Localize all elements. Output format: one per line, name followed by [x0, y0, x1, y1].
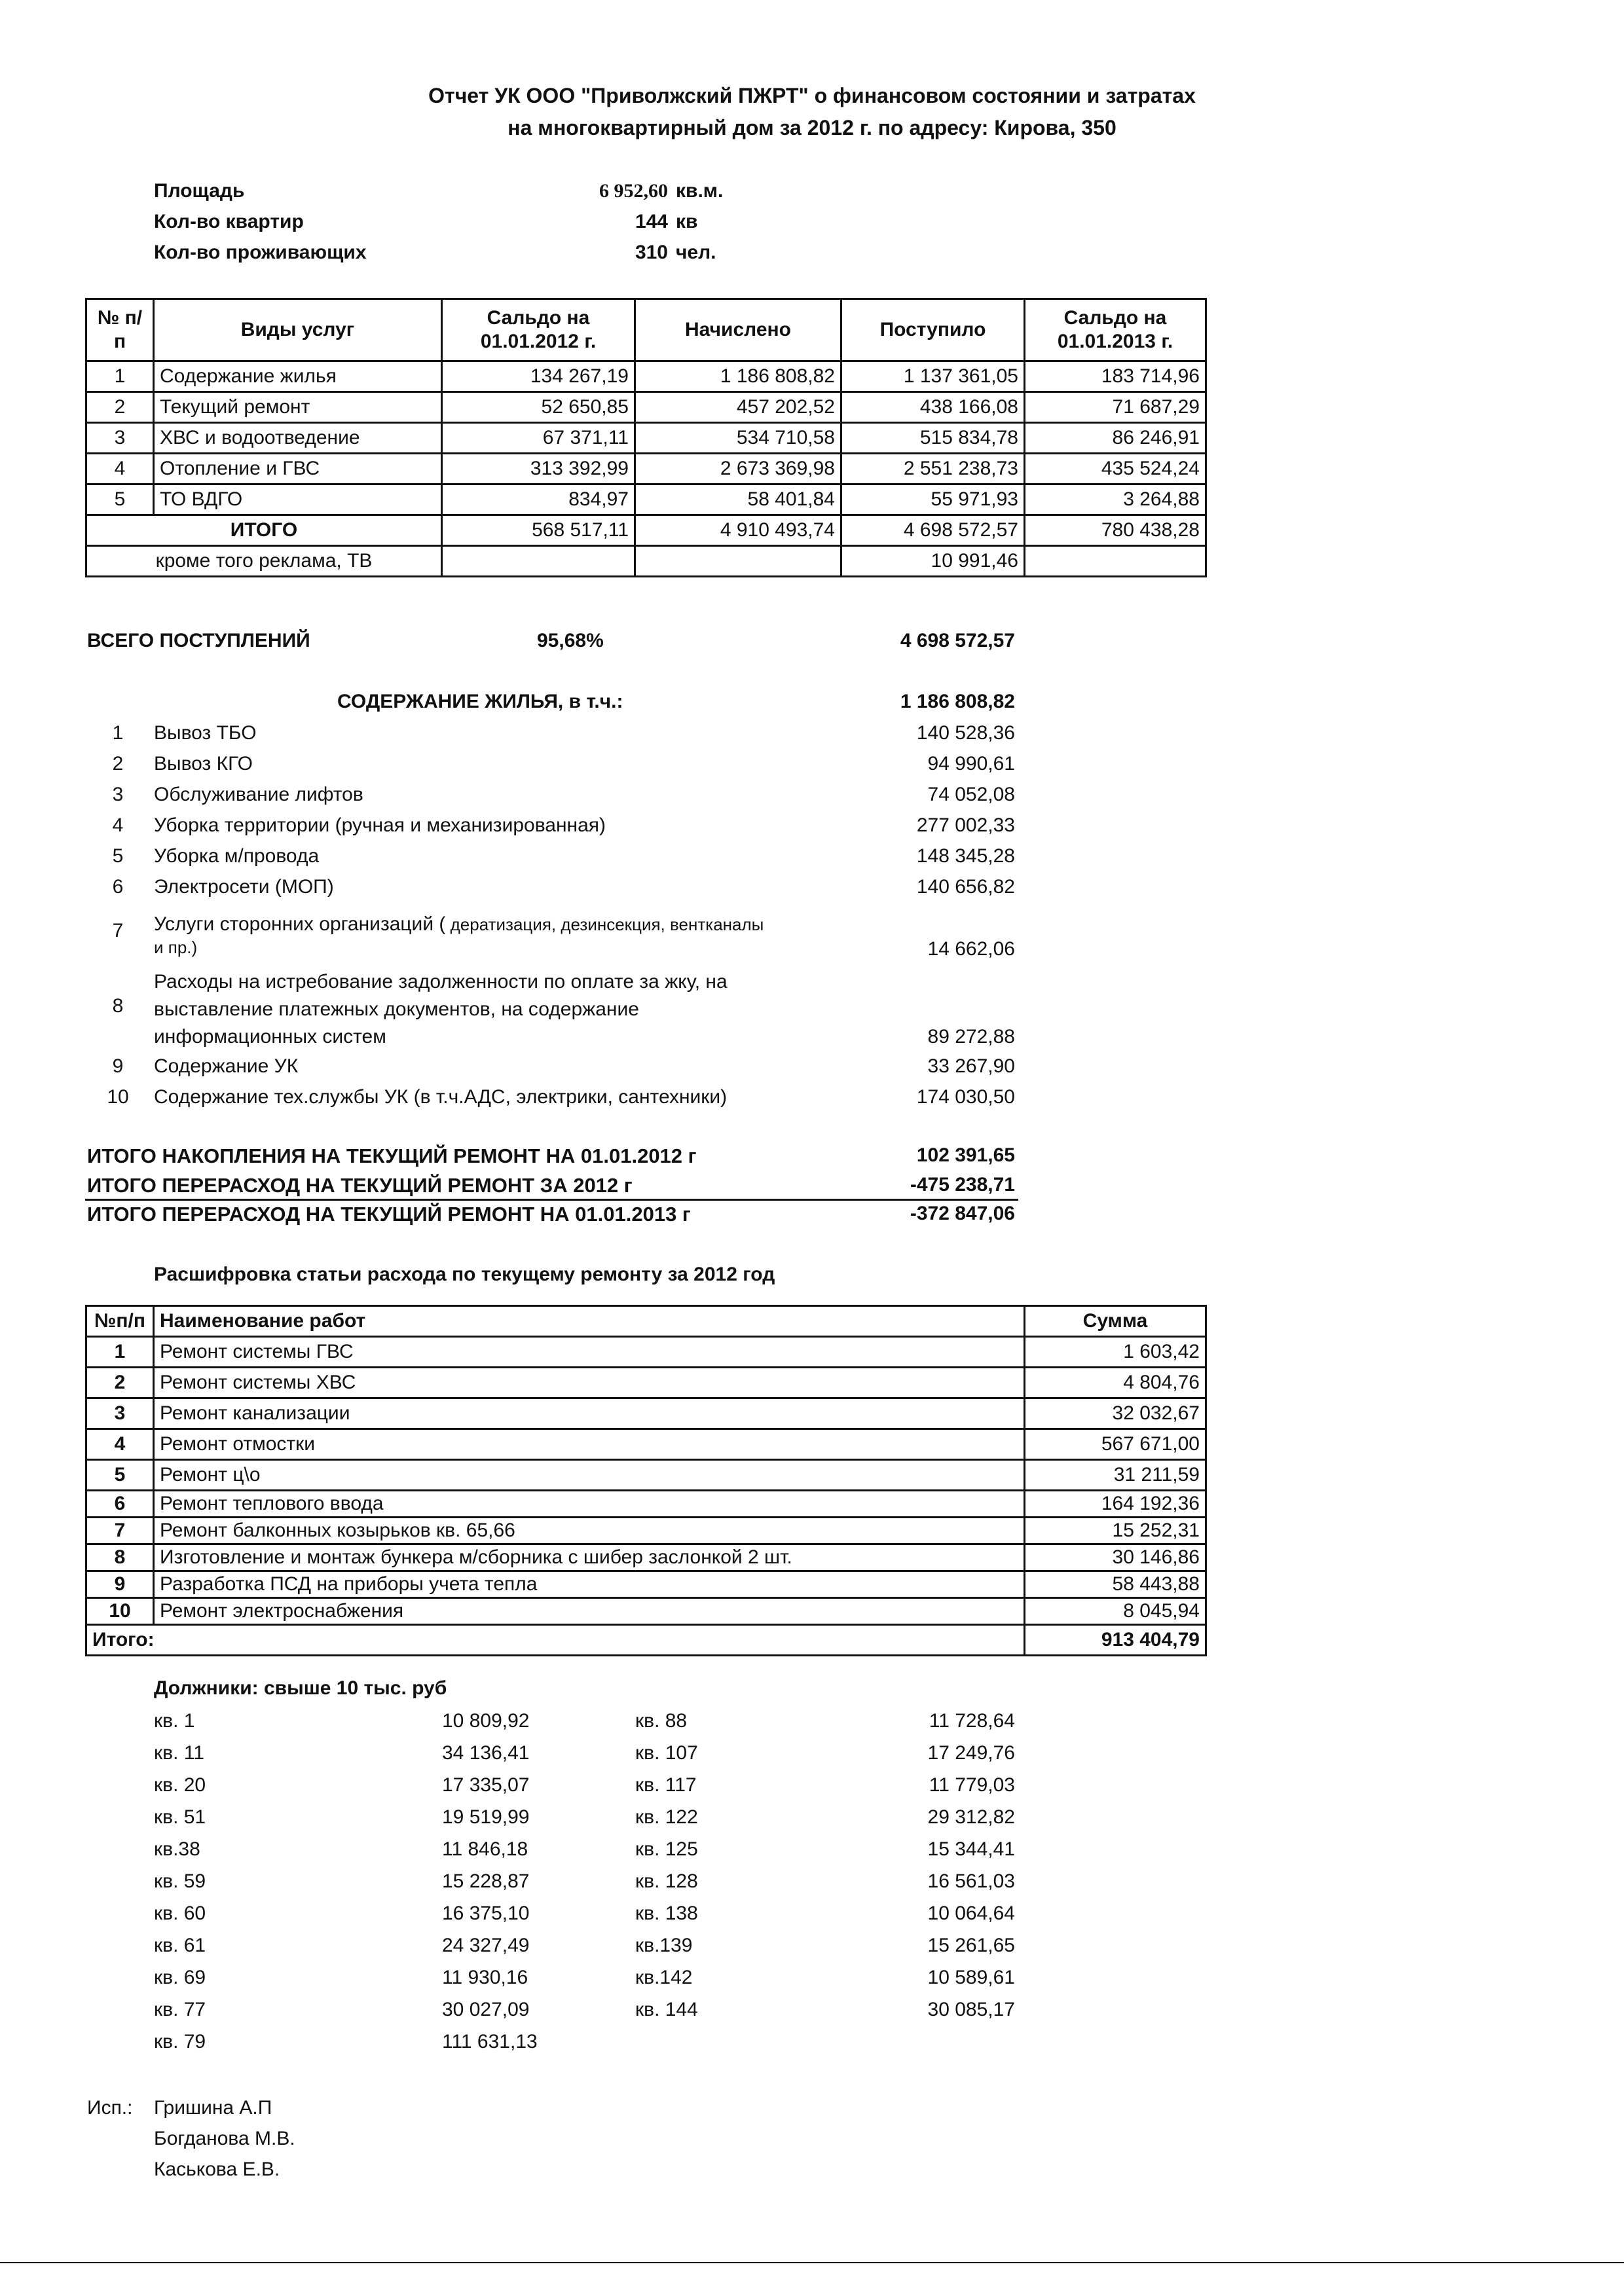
table-row — [86, 1571, 1206, 1598]
table-row — [86, 423, 1206, 454]
debtor-amount: 11 846,18 — [442, 1838, 528, 1860]
debtor-apartment: кв.139 — [635, 1935, 693, 1956]
maintenance-item-value: 14 662,06 — [927, 938, 1015, 960]
table-row — [86, 1598, 1206, 1625]
debtor-amount: 24 327,49 — [442, 1935, 530, 1956]
repair-header-row — [86, 1306, 1206, 1337]
table-cell: 8 045,94 — [1025, 1598, 1206, 1625]
repair-table-title: Расшифровка статьи расхода по текущему ремонту за 2012 год — [154, 1264, 775, 1285]
debtor-amount: 11 779,03 — [929, 1774, 1015, 1796]
table-cell: Текущий ремонт — [154, 392, 442, 423]
debtor-apartment: кв. 79 — [154, 2031, 206, 2052]
maintenance-item-value: 174 030,50 — [916, 1086, 1015, 1108]
debtor-amount: 30 027,09 — [442, 1999, 530, 2020]
maintenance-item-name-continued: выставление платежных документов, на содержание — [154, 998, 639, 1020]
table-cell: 1 137 361,05 — [841, 361, 1025, 392]
total-received-label: ВСЕГО ПОСТУПЛЕНИЙ — [87, 630, 310, 651]
col-header-number: № п/п — [86, 299, 154, 361]
table-cell: 5 — [86, 484, 154, 515]
total-balance-2012: 568 517,11 — [442, 515, 635, 546]
maintenance-item-value: 33 267,90 — [927, 1055, 1015, 1077]
maintenance-item-name: Содержание УК — [154, 1055, 299, 1077]
table-cell: 30 146,86 — [1025, 1544, 1206, 1571]
table-cell: 1 — [86, 1337, 154, 1368]
total-received-percent: 95,68% — [537, 630, 604, 651]
table-row — [86, 1337, 1206, 1368]
repair-summary-value: -372 847,06 — [910, 1203, 1015, 1224]
col-header-work-name: Наименование работ — [154, 1306, 1025, 1337]
table-cell: 457 202,52 — [635, 392, 841, 423]
maintenance-item-number: 9 — [112, 1055, 124, 1077]
table-cell: 2 — [86, 392, 154, 423]
table-cell: Ремонт ц\о — [154, 1460, 1025, 1491]
table-cell: 55 971,93 — [841, 484, 1025, 515]
extra-cell — [635, 546, 841, 577]
table-cell: 567 671,00 — [1025, 1429, 1206, 1460]
repair-summary-value: 102 391,65 — [916, 1144, 1015, 1166]
summary-divider — [85, 1199, 1018, 1201]
repair-summary-value: -475 238,71 — [910, 1174, 1015, 1195]
table-cell: 435 524,24 — [1025, 454, 1206, 484]
debtor-apartment: кв. 77 — [154, 1999, 206, 2020]
debtor-amount: 17 335,07 — [442, 1774, 530, 1796]
total-received-value: 4 698 572,57 — [900, 630, 1015, 651]
table-cell: Ремонт теплового ввода — [154, 1491, 1025, 1518]
table-cell: 3 — [86, 423, 154, 454]
table-cell: 58 401,84 — [635, 484, 841, 515]
table-cell: 6 — [86, 1491, 154, 1518]
debtor-apartment: кв. 125 — [635, 1838, 698, 1860]
table-cell: Ремонт системы ГВС — [154, 1337, 1025, 1368]
debtor-apartment: кв. 60 — [154, 1903, 206, 1924]
table-row — [86, 454, 1206, 484]
table-row — [86, 1518, 1206, 1544]
debtor-amount: 10 589,61 — [927, 1967, 1015, 1988]
maintenance-title: СОДЕРЖАНИЕ ЖИЛЬЯ, в т.ч.: — [337, 691, 623, 712]
maintenance-item-name: Обслуживание лифтов — [154, 784, 363, 805]
info-value-apartments: 144 — [635, 211, 668, 232]
table-cell: 9 — [86, 1571, 154, 1598]
debtor-amount: 17 249,76 — [927, 1742, 1015, 1764]
debtor-apartment: кв. 107 — [635, 1742, 698, 1764]
services-total-row — [86, 515, 1206, 546]
repair-total-label: Итого: — [86, 1625, 1025, 1656]
maintenance-item-name: Уборка м/провода — [154, 845, 320, 867]
table-row — [86, 392, 1206, 423]
debtor-amount: 30 085,17 — [927, 1999, 1015, 2020]
table-cell: 4 — [86, 1429, 154, 1460]
table-row — [86, 361, 1206, 392]
info-value-residents: 310 — [635, 242, 668, 263]
maintenance-item-name-part: дератизация, дезинсекция, вентканалы — [445, 915, 764, 934]
total-received: 4 698 572,57 — [841, 515, 1025, 546]
debtor-amount: 11 930,16 — [442, 1967, 528, 1988]
table-cell: 2 — [86, 1368, 154, 1398]
maintenance-item-value: 74 052,08 — [927, 784, 1015, 805]
debtor-apartment: кв. 69 — [154, 1967, 206, 1988]
info-label-area: Площадь — [154, 180, 245, 202]
maintenance-item-name: Электросети (МОП) — [154, 876, 334, 898]
debtors-title: Должники: свыше 10 тыс. руб — [154, 1677, 447, 1699]
table-cell: 3 264,88 — [1025, 484, 1206, 515]
table-cell: 1 603,42 — [1025, 1337, 1206, 1368]
maintenance-item-name — [154, 913, 764, 936]
services-header-row — [86, 299, 1206, 361]
repair-total-row — [86, 1625, 1206, 1656]
maintenance-item-name-part: Услуги сторонних организаций ( — [154, 913, 446, 935]
table-cell: Отопление и ГВС — [154, 454, 442, 484]
maintenance-item-name: Вывоз ТБО — [154, 722, 257, 744]
repair-summary-label: ИТОГО НАКОПЛЕНИЯ НА ТЕКУЩИЙ РЕМОНТ НА 01.01.2012 г — [87, 1144, 697, 1167]
table-cell: 52 650,85 — [442, 392, 635, 423]
debtor-amount: 19 519,99 — [442, 1806, 530, 1828]
total-charged: 4 910 493,74 — [635, 515, 841, 546]
table-row — [86, 1429, 1206, 1460]
maintenance-item-name-continued: и пр.) — [154, 938, 198, 957]
debtor-apartment: кв. 128 — [635, 1870, 698, 1892]
debtor-apartment: кв. 51 — [154, 1806, 206, 1828]
executor-name: Гришина А.П — [154, 2097, 272, 2119]
maintenance-item-value: 140 656,82 — [916, 876, 1015, 898]
debtor-apartment: кв.38 — [154, 1838, 200, 1860]
table-cell: Ремонт канализации — [154, 1398, 1025, 1429]
info-label-residents: Кол-во проживающих — [154, 242, 367, 263]
debtor-apartment: кв. 138 — [635, 1903, 698, 1924]
info-label-apartments: Кол-во квартир — [154, 211, 304, 232]
extra-cell — [1025, 546, 1206, 577]
table-cell: Содержание жилья — [154, 361, 442, 392]
services-extra-row — [86, 546, 1206, 577]
maintenance-total: 1 186 808,82 — [900, 691, 1015, 712]
scan-edge-line — [0, 2262, 1624, 2263]
table-cell: 8 — [86, 1544, 154, 1571]
executor-name: Каськова Е.В. — [154, 2159, 280, 2180]
maintenance-item-number: 7 — [112, 920, 124, 941]
debtor-apartment: кв. 61 — [154, 1935, 206, 1956]
debtor-apartment: кв. 1 — [154, 1710, 195, 1732]
maintenance-item-number: 1 — [112, 722, 124, 744]
report-title-line1: Отчет УК ООО "Приволжский ПЖРТ" о финансовом состоянии и затратах — [428, 84, 1196, 107]
table-cell: 4 804,76 — [1025, 1368, 1206, 1398]
maintenance-item-number: 10 — [107, 1086, 129, 1108]
table-row — [86, 484, 1206, 515]
table-cell: ТО ВДГО — [154, 484, 442, 515]
repair-summary-label: ИТОГО ПЕРЕРАСХОД НА ТЕКУЩИЙ РЕМОНТ ЗА 2012 г — [87, 1174, 633, 1197]
debtor-apartment: кв.142 — [635, 1967, 693, 1988]
table-row — [86, 1544, 1206, 1571]
debtor-amount: 10 809,92 — [442, 1710, 530, 1732]
maintenance-item-number: 8 — [112, 995, 124, 1017]
table-cell: 15 252,31 — [1025, 1518, 1206, 1544]
table-cell: Разработка ПСД на приборы учета тепла — [154, 1571, 1025, 1598]
maintenance-item-value: 148 345,28 — [916, 845, 1015, 867]
debtor-apartment: кв. 20 — [154, 1774, 206, 1796]
debtor-apartment: кв. 144 — [635, 1999, 698, 2020]
table-cell: 313 392,99 — [442, 454, 635, 484]
maintenance-item-name: Содержание тех.службы УК (в т.ч.АДС, электрики, сантехники) — [154, 1086, 728, 1108]
maintenance-item-number: 3 — [112, 784, 124, 805]
table-cell: 5 — [86, 1460, 154, 1491]
debtor-amount: 34 136,41 — [442, 1742, 530, 1764]
debtor-apartment: кв. 59 — [154, 1870, 206, 1892]
table-cell: 2 551 238,73 — [841, 454, 1025, 484]
col-header-charged: Начислено — [635, 299, 841, 361]
debtor-amount: 16 375,10 — [442, 1903, 530, 1924]
maintenance-item-number: 6 — [112, 876, 124, 898]
table-cell: 164 192,36 — [1025, 1491, 1206, 1518]
table-cell: Ремонт отмостки — [154, 1429, 1025, 1460]
info-value-area: 6 952,60 — [599, 180, 668, 202]
services-table — [85, 298, 1207, 577]
repair-total-value: 913 404,79 — [1025, 1625, 1206, 1656]
info-unit-area: кв.м. — [676, 180, 724, 202]
table-cell: 32 032,67 — [1025, 1398, 1206, 1429]
maintenance-item-value: 94 990,61 — [927, 753, 1015, 774]
extra-cell — [442, 546, 635, 577]
maintenance-item-value: 277 002,33 — [916, 814, 1015, 836]
total-label: ИТОГО — [86, 515, 442, 546]
table-cell: Ремонт балконных козырьков кв. 65,66 — [154, 1518, 1025, 1544]
maintenance-item-name: Расходы на истребование задолженности по оплате за жку, на — [154, 971, 728, 993]
repair-table — [85, 1305, 1207, 1656]
table-cell: Ремонт системы ХВС — [154, 1368, 1025, 1398]
info-unit-residents: чел. — [676, 242, 716, 263]
maintenance-item-name: Уборка территории (ручная и механизированная) — [154, 814, 606, 836]
maintenance-item-value: 89 272,88 — [927, 1026, 1015, 1048]
extra-label: кроме того реклама, ТВ — [86, 546, 442, 577]
table-cell: 3 — [86, 1398, 154, 1429]
extra-received: 10 991,46 — [841, 546, 1025, 577]
debtor-amount: 11 728,64 — [929, 1710, 1015, 1732]
report-title-line2: на многоквартирный дом за 2012 г. по адресу: Кирова, 350 — [507, 116, 1116, 139]
maintenance-item-name-continued: информационных систем — [154, 1026, 386, 1048]
maintenance-item-number: 2 — [112, 753, 124, 774]
maintenance-item-value: 140 528,36 — [916, 722, 1015, 744]
table-cell: 58 443,88 — [1025, 1571, 1206, 1598]
table-cell: 10 — [86, 1598, 154, 1625]
col-header-number: №п/п — [86, 1306, 154, 1337]
col-header-service: Виды услуг — [154, 299, 442, 361]
col-header-balance-2013: Сальдо на 01.01.2013 г. — [1025, 299, 1206, 361]
total-balance-2013: 780 438,28 — [1025, 515, 1206, 546]
maintenance-item-name: Вывоз КГО — [154, 753, 253, 774]
debtor-amount: 15 344,41 — [927, 1838, 1015, 1860]
table-row — [86, 1460, 1206, 1491]
maintenance-item-number: 5 — [112, 845, 124, 867]
repair-summary-label: ИТОГО ПЕРЕРАСХОД НА ТЕКУЩИЙ РЕМОНТ НА 01.01.2013 г — [87, 1203, 691, 1226]
table-cell: 438 166,08 — [841, 392, 1025, 423]
table-cell: 834,97 — [442, 484, 635, 515]
table-cell: 2 673 369,98 — [635, 454, 841, 484]
table-cell: 86 246,91 — [1025, 423, 1206, 454]
executors-label: Исп.: — [87, 2097, 133, 2119]
table-row — [86, 1398, 1206, 1429]
debtor-amount: 10 064,64 — [927, 1903, 1015, 1924]
table-cell: Ремонт электроснабжения — [154, 1598, 1025, 1625]
debtor-amount: 15 228,87 — [442, 1870, 530, 1892]
debtor-amount: 15 261,65 — [927, 1935, 1015, 1956]
table-row — [86, 1491, 1206, 1518]
table-row — [86, 1368, 1206, 1398]
debtor-amount: 111 631,13 — [442, 2031, 538, 2052]
col-header-received: Поступило — [841, 299, 1025, 361]
maintenance-item-number: 4 — [112, 814, 124, 836]
table-cell: 183 714,96 — [1025, 361, 1206, 392]
table-cell: 134 267,19 — [442, 361, 635, 392]
executor-name: Богданова М.В. — [154, 2128, 295, 2149]
table-cell: 67 371,11 — [442, 423, 635, 454]
debtor-apartment: кв. 117 — [635, 1774, 697, 1796]
info-unit-apartments: кв — [676, 211, 698, 232]
debtor-apartment: кв. 122 — [635, 1806, 698, 1828]
table-cell: 515 834,78 — [841, 423, 1025, 454]
table-cell: 4 — [86, 454, 154, 484]
debtor-apartment: кв. 11 — [154, 1742, 204, 1764]
table-cell: 71 687,29 — [1025, 392, 1206, 423]
table-cell: Изготовление и монтаж бункера м/сборника с шибер заслонкой 2 шт. — [154, 1544, 1025, 1571]
table-cell: 1 — [86, 361, 154, 392]
debtor-amount: 29 312,82 — [927, 1806, 1015, 1828]
table-cell: ХВС и водоотведение — [154, 423, 442, 454]
col-header-balance-2012: Сальдо на 01.01.2012 г. — [442, 299, 635, 361]
debtor-apartment: кв. 88 — [635, 1710, 688, 1732]
table-cell: 7 — [86, 1518, 154, 1544]
debtor-amount: 16 561,03 — [927, 1870, 1015, 1892]
table-cell: 1 186 808,82 — [635, 361, 841, 392]
table-cell: 534 710,58 — [635, 423, 841, 454]
col-header-amount: Сумма — [1025, 1306, 1206, 1337]
table-cell: 31 211,59 — [1025, 1460, 1206, 1491]
